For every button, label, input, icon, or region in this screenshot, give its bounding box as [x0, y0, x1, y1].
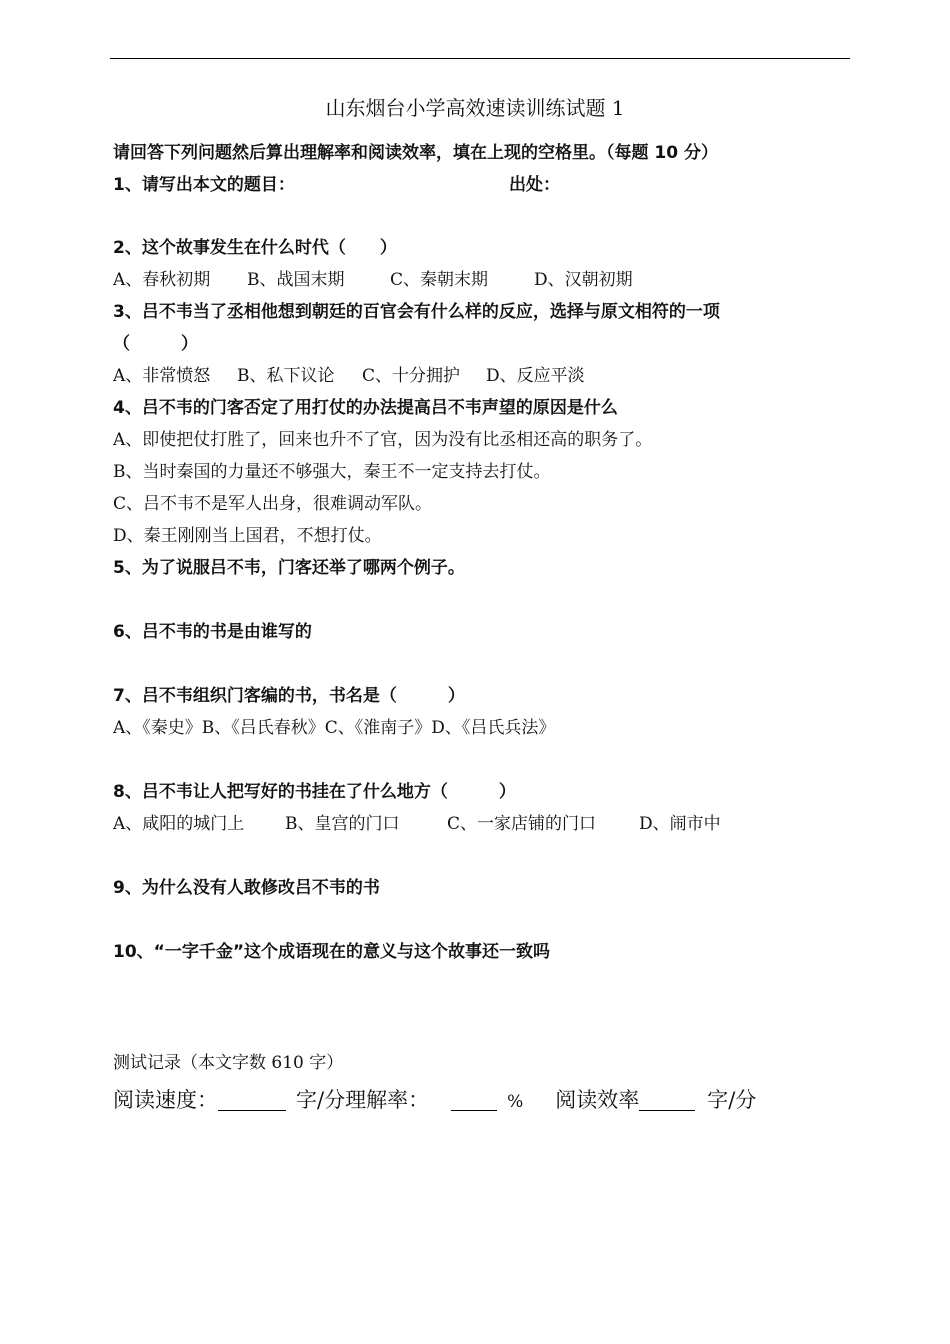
option: B、私下议论: [237, 366, 335, 386]
efficiency-unit: 字/分: [707, 1088, 757, 1112]
question-2: 2、这个故事发生在什么时代（ ）: [113, 238, 397, 258]
question-4: 4、吕不韦的门客否定了用打仗的办法提高吕不韦声望的原因是什么: [113, 398, 618, 418]
instruction: 请回答下列问题然后算出理解率和阅读效率，填在上现的空格里。（每题 10 分）: [113, 143, 718, 163]
percent-sign: %: [507, 1092, 524, 1112]
comprehension-blank[interactable]: [451, 1090, 497, 1111]
reading-speed-blank[interactable]: [218, 1090, 286, 1111]
option: D、汉朝初期: [534, 270, 633, 290]
efficiency-label: 阅读效率: [555, 1088, 640, 1112]
option: A、春秋初期: [113, 270, 211, 290]
question-3-paren: （ ）: [113, 334, 198, 354]
option: A、非常愤怒: [113, 366, 211, 386]
question-5: 5、为了说服吕不韦，门客还举了哪两个例子。: [113, 558, 465, 578]
header-rule: [110, 58, 850, 59]
question-4-option-c: C、吕不韦不是军人出身，很难调动军队。: [113, 494, 433, 514]
option: D、反应平淡: [486, 366, 585, 386]
option: B、战国末期: [247, 270, 345, 290]
reading-speed-label: 阅读速度：: [113, 1088, 218, 1112]
question-4-option-b: B、当时秦国的力量还不够强大，秦王不一定支持去打仗。: [113, 462, 551, 482]
option: C、一家店铺的门口: [447, 814, 597, 834]
question-1: 1、请写出本文的题目：: [113, 175, 295, 195]
question-4-option-a: A、即使把仗打胜了，回来也升不了官，因为没有比丞相还高的职务了。: [113, 430, 653, 450]
question-4-option-d: D、秦王刚刚当上国君，不想打仗。: [113, 526, 382, 546]
speed-unit-comprehension-label: 字/分理解率：: [296, 1088, 430, 1112]
question-8: 8、吕不韦让人把写好的书挂在了什么地方（ ）: [113, 782, 516, 802]
page-title: 山东烟台小学高效速读训练试题 1: [325, 96, 625, 120]
question-3: 3、吕不韦当了丞相他想到朝廷的百官会有什么样的反应，选择与原文相符的一项: [113, 302, 720, 322]
question-9: 9、为什么没有人敢修改吕不韦的书: [113, 878, 380, 898]
option: C、秦朝末期: [390, 270, 489, 290]
test-record-label: 测试记录（本文字数 610 字）: [113, 1053, 344, 1073]
question-7-options: A、《秦史》B、《吕氏春秋》C、《淮南子》D、《吕氏兵法》: [113, 718, 556, 738]
question-7: 7、吕不韦组织门客编的书，书名是（ ）: [113, 686, 465, 706]
question-6: 6、吕不韦的书是由谁写的: [113, 622, 312, 642]
option: D、闹市中: [639, 814, 721, 834]
test-record-row: [113, 1086, 756, 1116]
efficiency-blank[interactable]: [639, 1090, 695, 1111]
option: A、咸阳的城门上: [113, 814, 245, 834]
option: C、十分拥护: [362, 366, 461, 386]
option: B、皇宫的门口: [285, 814, 400, 834]
question-1-source-label: 出处：: [509, 175, 560, 195]
question-10: 10、“一字千金”这个成语现在的意义与这个故事还一致吗: [113, 942, 551, 962]
